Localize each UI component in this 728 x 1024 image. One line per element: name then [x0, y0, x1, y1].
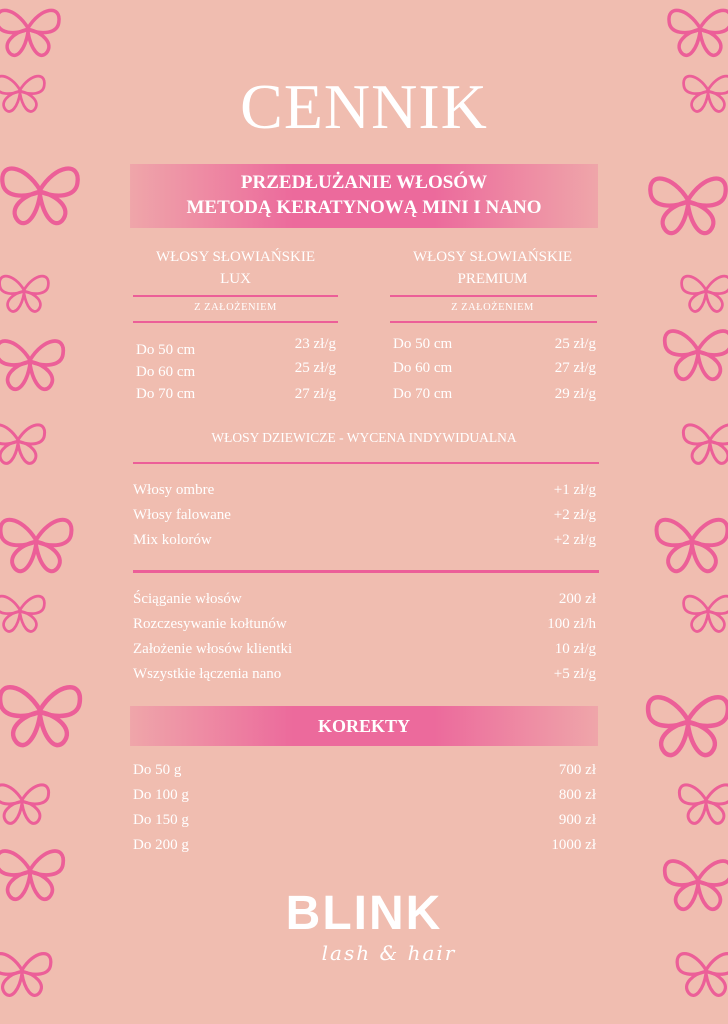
price-label: Rozczesywanie kołtunów — [133, 616, 287, 632]
divider — [133, 295, 338, 297]
column-subheading: Z ZAŁOŻENIEM — [451, 302, 534, 313]
divider — [133, 321, 338, 323]
banner-line-2: METODĄ KERATYNOWĄ MINI I NANO — [186, 197, 542, 218]
column-heading-line: WŁOSY SŁOWIAŃSKIE — [412, 249, 572, 265]
price-value: 900 zł — [558, 812, 596, 828]
price-label: Do 200 g — [133, 837, 189, 853]
price-row — [133, 616, 596, 638]
extension-method-banner — [130, 164, 598, 228]
price-value: 1000 zł — [551, 837, 596, 853]
price-value: 100 zł/h — [547, 616, 596, 632]
price-label: Ściąganie włosów — [133, 591, 242, 607]
price-label: Do 100 g — [133, 787, 189, 803]
price-row — [133, 812, 596, 834]
butterfly-border-left — [0, 0, 90, 1024]
price-value: 29 zł/g — [554, 386, 596, 402]
price-row — [133, 591, 596, 613]
price-value: 200 zł — [558, 591, 596, 607]
price-label: Do 50 cm — [393, 336, 453, 352]
price-value: 23 zł/g — [294, 336, 336, 352]
price-row — [136, 386, 336, 408]
column-heading-premium — [390, 246, 595, 290]
column-subheading: Z ZAŁOŻENIEM — [194, 302, 277, 313]
price-label: Do 60 cm — [393, 360, 453, 376]
column-heading-line: LUX — [220, 271, 251, 287]
price-row — [133, 507, 596, 529]
column-heading-lux — [133, 246, 338, 290]
price-row — [133, 666, 596, 688]
price-row — [393, 360, 596, 382]
price-row — [133, 787, 596, 809]
price-value: 10 zł/g — [554, 641, 596, 657]
price-label: Do 150 g — [133, 812, 189, 828]
price-row — [133, 837, 596, 859]
divider — [133, 570, 599, 573]
price-value: 25 zł/g — [554, 336, 596, 352]
price-value: 800 zł — [558, 787, 596, 803]
price-label: Do 50 g — [133, 762, 182, 778]
price-label: Włosy falowane — [133, 507, 231, 523]
price-row — [136, 336, 336, 362]
butterfly-border-right — [638, 0, 728, 1024]
virgin-hair-heading: WŁOSY DZIEWICZE - WYCENA INDYWIDUALNA — [211, 430, 517, 445]
price-value: 27 zł/g — [294, 386, 336, 402]
price-row — [133, 532, 596, 554]
price-label: Założenie włosów klientki — [133, 641, 293, 657]
price-row — [133, 641, 596, 663]
column-heading-line: PREMIUM — [457, 271, 528, 287]
divider — [133, 462, 599, 464]
price-label: Do 70 cm — [393, 386, 453, 402]
price-value: +2 zł/g — [553, 532, 596, 548]
price-label: Do 50 cm — [136, 342, 196, 358]
price-value: +2 zł/g — [553, 507, 596, 523]
price-row — [133, 482, 596, 504]
price-label: Mix kolorów — [133, 532, 212, 548]
price-row — [393, 386, 596, 408]
brand-logo — [0, 888, 728, 966]
price-value: +5 zł/g — [553, 666, 596, 682]
price-value: 25 zł/g — [294, 360, 336, 376]
banner-line-1: PRZEDŁUŻANIE WŁOSÓW — [240, 172, 488, 193]
column-heading-line: WŁOSY SŁOWIAŃSKIE — [155, 249, 315, 265]
price-row — [136, 360, 336, 386]
price-label: Włosy ombre — [133, 482, 215, 498]
page-title: CENNIK — [240, 71, 488, 142]
price-row — [393, 336, 596, 358]
price-label: Do 70 cm — [136, 386, 196, 402]
price-value: +1 zł/g — [553, 482, 596, 498]
divider — [390, 295, 597, 297]
price-value: 27 zł/g — [554, 360, 596, 376]
price-label: Do 60 cm — [136, 364, 196, 380]
korekty-banner: KOREKTY — [130, 706, 598, 746]
brand-tagline: lash & hair — [321, 941, 457, 965]
price-value: 700 zł — [558, 762, 596, 778]
divider — [390, 321, 597, 323]
price-label: Wszystkie łączenia nano — [133, 666, 282, 682]
price-row — [133, 762, 596, 784]
brand-name: BLINK — [285, 887, 443, 940]
